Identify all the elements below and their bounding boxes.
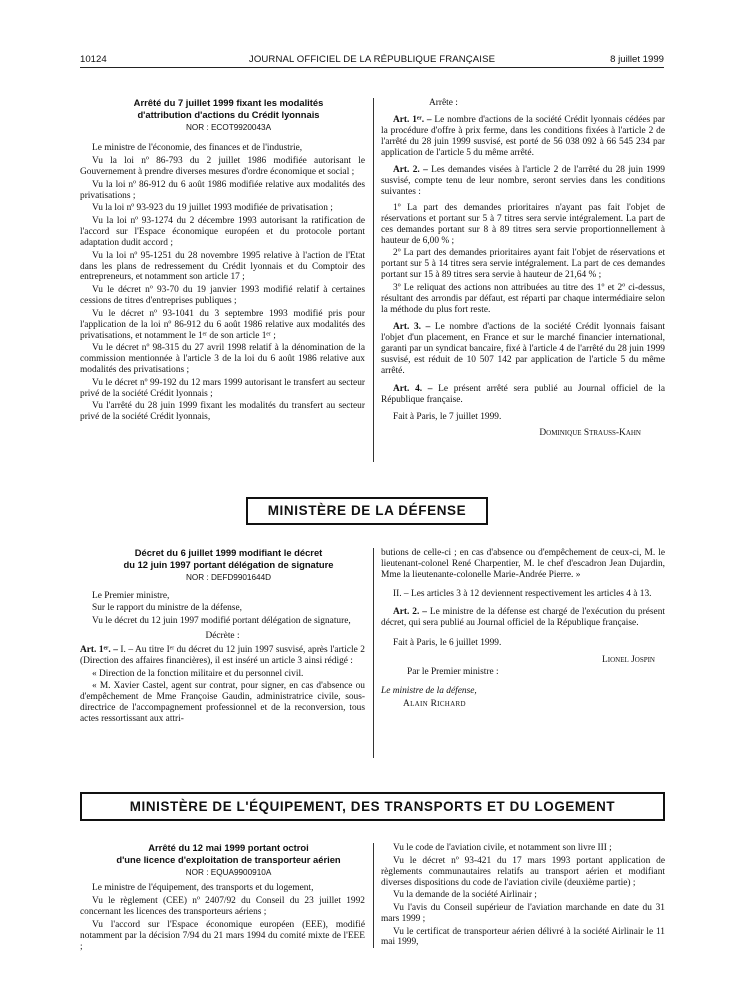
decret-para: Vu le décret du 12 juin 1997 modifié portant délégation de signature, [92, 616, 351, 627]
decret-by-pm: Par le Premier ministre : [407, 667, 499, 678]
article-label: Art. 2. – [393, 607, 427, 618]
arrete1-para: Vu le décret nº 98-315 du 27 avril 1998 relatif à la dénomination de la commission mentionnée à l'article 3 de la loi du 6 août 1986 relative aux modalités des privatisations ; [80, 343, 365, 376]
article-label: Art. 3. – [393, 322, 431, 333]
decret-part2: II. – Les articles 3 à 12 deviennent respectivement les articles 4 à 13. [393, 588, 652, 599]
arrete1-left-column [80, 98, 365, 425]
arrete2-nor: NOR : EQUA9900910A [185, 867, 272, 877]
journal-title: JOURNAL OFFICIEL DE LA RÉPUBLIQUE FRANÇAISE [248, 54, 496, 65]
arrete2-title-line2: d'une licence d'exploitation de transporteur aérien [116, 854, 341, 866]
arrete1-nor: NOR : ECOT9920043A [185, 122, 272, 132]
arrete1-para: Vu le décret nº 99-192 du 12 mars 1999 autorisant le transfert au secteur privé de la société Crédit lyonnais ; [80, 377, 365, 399]
article-text: Le nombre d'actions de la société Crédit lyonnais faisant l'objet d'un placement, en France et sur le marché financier international, garanti par un syndicat bancaire, fixé à l'article 4 de l'arrêté du 28 juin 1999 susvisé, est réduit de 10 507 142 par application de l'article 5 du même arrêté. [381, 322, 665, 376]
arrete2-para: Vu le code de l'aviation civile, et notamment son livre III ; [393, 843, 612, 853]
arrete1-signature: Dominique Strauss-Kahn [539, 427, 641, 438]
page-number: 10124 [80, 54, 107, 65]
decret-nor: NOR : DEFD9901644D [185, 572, 272, 582]
arrete2-para: Le ministre de l'équipement, des transports et du logement, [92, 883, 314, 894]
arrete1-article-1 [381, 115, 665, 159]
decret-signature-pm: Lionel Jospin [602, 654, 655, 665]
issue-date: 8 juillet 1999 [610, 54, 664, 65]
header-rule [80, 67, 664, 68]
minister-label-text: Le ministre de la défense, [381, 686, 477, 697]
arrete1-para: Vu la loi nº 86-793 du 2 juillet 1986 modifiée autorisant le Gouvernement à prendre diverses mesures d'ordre économique et social ; [80, 156, 365, 178]
arrete1-right-column [381, 98, 665, 441]
arrete2-title-line1: Arrêté du 12 mai 1999 portant octroi [148, 842, 309, 853]
arrete1-title-line1: Arrêté du 7 juillet 1999 fixant les modalités [133, 97, 324, 108]
article-text: I. – Au titre Iᵉʳ du décret du 12 juin 1997 susvisé, après l'article 2 (Direction des affaires financières), il est inséré un article 3 ainsi rédigé : [80, 644, 365, 666]
article-text: Les demandes visées à l'article 2 de l'arrêté du 28 juin 1999 susvisé, compte tenu de leur nombre, seront servies dans les conditions suivantes : [381, 165, 665, 198]
arrete1-para: Vu le décret nº 93-1041 du 3 septembre 1993 modifié pris pour l'application de la loi nº 86-912 du 6 août 1986 relative aux modalités des privatisations, et notamment le 1ᵉʳ de son article 1ᵉʳ ; [80, 308, 365, 341]
article-text: Le nombre d'actions de la société Crédit lyonnais cédées par la procédure d'offre à prix ferme, dans les conditions fixées à l'article 2 de l'arrêté du 28 juin 1999 susvisé, est porté de 56 038 092 à 66 545 234 par application de l'article 5 du même arrêté. [381, 114, 665, 158]
decret-decrete-label: Décrète : [205, 631, 240, 641]
decret-quote1: « Direction de la fonction militaire et du personnel civil. [92, 668, 304, 679]
arrete1-para: Vu la loi nº 93-923 du 19 juillet 1993 modifiée de privatisation ; [92, 203, 333, 214]
arrete2-para: Vu la demande de la société Airlinair ; [393, 890, 537, 901]
decret-article-2 [381, 607, 665, 629]
decret-title-line1: Décret du 6 juillet 1999 modifiant le décret [134, 547, 323, 558]
arrete1-article-3 [381, 322, 665, 377]
article-label: Art. 4. – [393, 383, 433, 394]
arrete1-para: Vu l'arrêté du 28 juin 1999 fixant les modalités du transfert au secteur privé de la société Crédit lyonnais, [80, 401, 365, 423]
column-divider [373, 548, 374, 758]
decret-right-column [381, 548, 665, 712]
arrete2-left-column [80, 843, 365, 954]
article-text: Le présent arrêté sera publié au Journal officiel de la République française. [381, 383, 666, 405]
article-label: Art. 2. – [393, 165, 428, 176]
arrete1-title-line2: d'attribution d'actions du Crédit lyonnais [137, 109, 320, 121]
decret-title-line2: du 12 juin 1997 portant délégation de signature [123, 559, 334, 571]
arrete1-para: Vu la loi nº 86-912 du 6 août 1986 modifiée relative aux modalités des privatisations ; [80, 179, 365, 201]
decret-minister-label [381, 686, 665, 697]
decret-signature-minister: Alain Richard [403, 698, 466, 709]
decret-left-column [80, 548, 365, 727]
arrete2-para: Vu le certificat de transporteur aérien délivré à la société Airlinair le 11 mai 1999, [381, 926, 665, 948]
arrete1-para: Vu la loi nº 93-1274 du 2 décembre 1993 autorisant la ratification de l'accord sur l'Espace économique européen et du protocole portant adaptation dudit accord ; [80, 216, 365, 248]
arrete1-para: Le ministre de l'économie, des finances et de l'industrie, [92, 143, 303, 154]
arrete2-para: Vu l'accord sur l'Espace économique européen (EEE), modifié notamment par la décision 7/94 du 21 mars 1994 du comité mixte de l'EEE ; [80, 919, 365, 952]
article-label: Art. 1ᵉʳ. – [80, 644, 118, 655]
arrete1-done-at: Fait à Paris, le 7 juillet 1999. [393, 412, 502, 423]
arrete2-para: Vu le décret nº 93-421 du 17 mars 1993 portant application de règlements communautaires relatifs au transport aérien et modifiant diverses dispositions du code de l'aviation civile (deuxième partie) ; [381, 855, 665, 888]
arrete1-item: 1º La part des demandes prioritaires n'ayant pas fait l'objet de réservations et portant sur 5 à 7 titres sera servie intégralement. La part de ces demandes portant sur 8 à 89 titres sera servie proportionnellement à hauteur de 6,00 % ; [381, 202, 665, 246]
arrete2-para: Vu l'avis du Conseil supérieur de l'aviation marchande en date du 31 mars 1999 ; [381, 902, 665, 924]
decret-done-at: Fait à Paris, le 6 juillet 1999. [393, 637, 502, 648]
arrete2-para: Vu le règlement (CEE) nº 2407/92 du Conseil du 23 juillet 1992 concernant les licences des transporteurs aériens ; [80, 896, 365, 918]
column-divider [373, 843, 374, 948]
arrete1-article-4 [381, 384, 665, 406]
arrete1-article-2 [381, 165, 665, 198]
article-text: Le ministre de la défense est chargé de l'exécution du présent décret, qui sera publié au Journal officiel de la République française. [381, 607, 665, 629]
decret-para: Le Premier ministre, [92, 590, 170, 601]
arrete1-item: 3º Le reliquat des actions non attribuées au titre des 1º et 2º ci-dessus, résultant des arrondis par défaut, est réparti par chaque intermédiaire selon la méthode du plus fort reste. [381, 282, 665, 315]
ministry-equipment-heading: MINISTÈRE DE L'ÉQUIPEMENT, DES TRANSPORTS ET DU LOGEMENT [80, 792, 665, 821]
article-label: Art. 1ᵉʳ. – [393, 114, 432, 125]
arrete1-item: 2º La part des demandes prioritaires ayant fait l'objet de réservations et portant sur 5 à 14 titres sera servie intégralement. La part de ces demandes portant sur 15 à 89 titres sera servie à hauteur de 21,64 % ; [381, 248, 665, 281]
decret-para: Sur le rapport du ministre de la défense, [92, 603, 242, 614]
arrete2-right-column [381, 843, 665, 950]
decret-quote2-start: « M. Xavier Castel, agent sur contrat, pour signer, en cas d'absence ou d'empêchement de Mme Françoise Gaudin, administratrice civile, sous-directrice de l'accompagnement professionnel et de la reconversion, tous actes ressortissant aux attri- [80, 681, 365, 724]
decret-article-1 [80, 645, 365, 667]
decret-quote2-end: butions de celle-ci ; en cas d'absence ou d'empêchement de ceux-ci, M. le lieutenant-colonel René Charpentier, M. le chef d'escadron Jean Dujardin, Mme la lieutenante-colonelle Marie-Andrée Pierre. » [381, 548, 665, 580]
column-divider [373, 98, 374, 462]
ministry-defense-heading: MINISTÈRE DE LA DÉFENSE [246, 497, 488, 525]
arrete1-para: Vu le décret nº 93-70 du 19 janvier 1993 modifié relatif à certaines cessions de titres d'entreprises publiques ; [80, 285, 365, 307]
arrete1-arrete-label: Arrête : [429, 98, 458, 108]
arrete1-para: Vu la loi nº 95-1251 du 28 novembre 1995 relative à l'action de l'Etat dans les plans de redressement du Crédit lyonnais et du Comptoir des entrepreneurs, et notamment son article 17 ; [80, 250, 365, 283]
